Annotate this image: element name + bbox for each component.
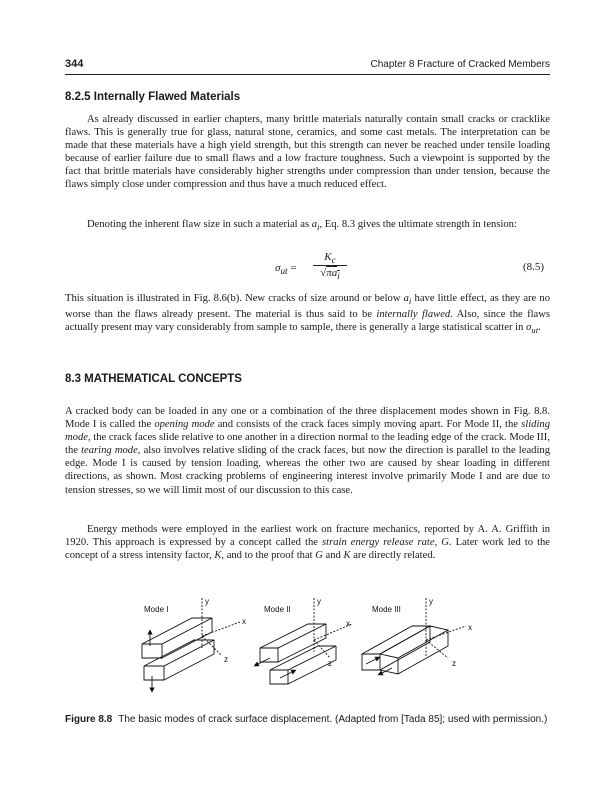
text-run: Denoting the inherent flaw size in such a material as [87, 219, 312, 230]
a-subscript: i [337, 271, 340, 282]
equals-sign: = [287, 262, 297, 274]
mode-3-axis-x: x [468, 623, 472, 632]
math-sub: i [408, 296, 412, 307]
sigma-symbol: σ [275, 262, 281, 274]
text-run: have little effect, as they are no worse than the flaws already present. The material is thus said to be [65, 293, 551, 321]
running-head: Chapter 8 Fracture of Cracked Members [370, 59, 550, 70]
crack-modes-diagram [130, 596, 490, 696]
math-sub: ut [531, 325, 539, 336]
text-run: , also involves relative sliding of the crack faces, but now the direction is parallel to the leading edge. Mode I is caused by tension loading, whereas the other two are caused by shear loading in different directions, as shown. Most cracking problems of engineering interest involve primarily Mode I and are due to tension stresses, so we will limit most of our discussion to this case. [65, 445, 550, 496]
math-var: a [403, 293, 409, 304]
page-number: 344 [65, 58, 84, 70]
mode-2-label: Mode II [264, 605, 291, 614]
fraction-numerator [313, 251, 347, 266]
text-run: This situation is illustrated in Fig. 8.6(b). New cracks of size around or below [65, 293, 404, 304]
k-var: K [324, 251, 332, 263]
mode-1-label: Mode I [144, 605, 169, 614]
math-var: a [311, 219, 318, 230]
text-run: , Eq. 8.3 gives the ultimate strength in tension: [319, 219, 517, 230]
paragraph-brittle-materials: As already discussed in earlier chapters, many brittle materials naturally contain small cracks or cracklike flaws. This is generally true for glass, natural stone, ceramics, and some cast metals. The interpretation can be made that these materials have a high yield strength, but this strength can never be reached under tensile loading because of earlier failure due to small flaws and a low fracture toughness. Such a viewpoint is supported by the fact that brittle materials have considerably higher strengths under compression than under tension, because the flaws simply close under compression and thus have a much reduced effect. [65, 114, 550, 191]
mode-2-axis-z: z [328, 659, 332, 668]
mode-3-label: Mode III [372, 605, 401, 614]
text-run: . Later work led to the concept of a stress intensity factor, [65, 537, 551, 562]
text-run: A cracked body can be loaded in any one or a combination of the three displacement modes shown in Fig. 8.8. Mode I is called the [65, 406, 550, 431]
header-rule [65, 74, 550, 75]
fraction-denominator [313, 266, 347, 281]
emphasis: opening mode [154, 419, 215, 431]
emphasis: strain energy release rate [322, 537, 435, 549]
math-var: G [315, 550, 323, 562]
emphasis: sliding mode [65, 419, 550, 444]
mode-2-axis-x: x [346, 619, 350, 628]
page-header [65, 58, 550, 74]
text-run: Energy methods were employed in the earliest work on fracture mechanics, reported by A. A. Griffith in 1920. This approach is expressed by a concept called the [65, 524, 550, 549]
equation-8-5 [0, 251, 613, 285]
paragraph-flaw-size [65, 218, 550, 234]
mode-2-axis-y: y [317, 597, 321, 606]
figure-number: Figure 8.8 [65, 714, 113, 725]
text-run: Also, since the flaws actually present may vary considerably from sample to sample, there is generally a large statistical scatter in [65, 309, 551, 334]
a-var: a [331, 267, 338, 279]
text-run: , the crack faces slide relative to one another in a direction normal to the leading edge of the crack. Mode III, the [65, 432, 550, 457]
mode-3-axis-y: y [429, 597, 433, 606]
sqrt-symbol: √ [320, 267, 327, 279]
figure-caption [65, 713, 550, 726]
math-var: K [343, 550, 351, 562]
emphasis: internally flawed. [376, 309, 453, 321]
equation-lhs [275, 262, 297, 276]
pi-symbol: π [326, 267, 332, 279]
mode-1-axis-x: x [242, 617, 246, 626]
math-sub: i [317, 222, 320, 233]
mode-1-axis-z: z [224, 655, 228, 664]
section-heading-8-3: 8.3 MATHEMATICAL CONCEPTS [65, 373, 242, 385]
sigma-symbol: σ [526, 322, 532, 334]
math-var: G [441, 537, 449, 549]
text-run: , [434, 537, 442, 549]
paragraph-internally-flawed [65, 292, 550, 338]
text-run: and consists of the crack faces simply moving apart. For Mode II, the [214, 419, 522, 431]
text-run: , and to the proof that [221, 550, 316, 562]
text-run: . [538, 322, 541, 334]
text-run: and [322, 550, 344, 562]
equation-number: (8.5) [523, 261, 545, 273]
equation-fraction [313, 251, 347, 281]
math-var: K [214, 550, 222, 562]
mode-3-axis-z: z [452, 659, 456, 668]
paragraph-displacement-modes [65, 405, 550, 497]
emphasis: tearing mode [81, 445, 138, 457]
text-run: are directly related. [350, 550, 436, 562]
caption-text: The basic modes of crack surface displacement. (Adapted from [Tada 85]; used with permission.) [118, 714, 548, 725]
mode-1-axis-y: y [205, 597, 209, 606]
k-subscript: c [331, 255, 336, 266]
lhs-subscript: ut [280, 266, 288, 277]
figure-8-8 [130, 596, 490, 696]
paragraph-energy-methods [65, 523, 550, 562]
section-heading-8-2-5: 8.2.5 Internally Flawed Materials [65, 91, 241, 103]
